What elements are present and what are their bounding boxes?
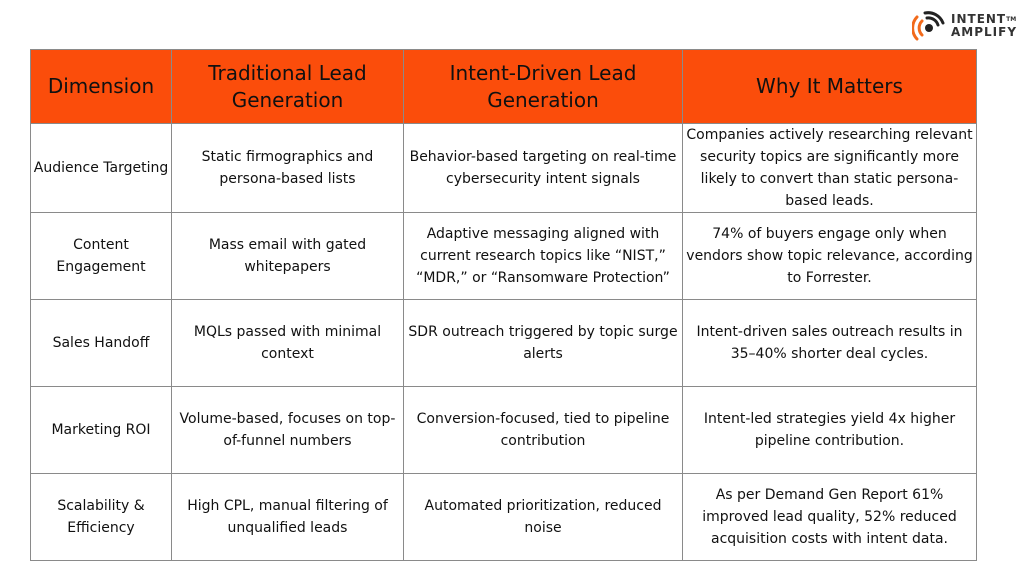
row-traditional-cell: Static firmographics and persona-based lists <box>172 124 404 213</box>
table-row <box>31 213 977 300</box>
table-row <box>31 124 977 213</box>
logo-line-1: INTENT <box>951 12 1007 26</box>
row-dimension-cell: Content Engagement <box>31 213 172 300</box>
logo-trademark: TM <box>1006 16 1017 23</box>
row-dimension-cell: Audience Targeting <box>31 124 172 213</box>
header-traditional: Traditional Lead Generation <box>172 50 404 124</box>
comparison-table <box>30 49 977 561</box>
logo-wordmark <box>951 13 1017 39</box>
row-intent-cell: Conversion-focused, tied to pipeline contribution <box>404 387 683 474</box>
row-traditional-cell: Volume-based, focuses on top-of-funnel numbers <box>172 387 404 474</box>
row-why-cell: 74% of buyers engage only when vendors show topic relevance, according to Forrester. <box>683 213 977 300</box>
table-row <box>31 300 977 387</box>
row-traditional-cell: MQLs passed with minimal context <box>172 300 404 387</box>
header-why-it-matters: Why It Matters <box>683 50 977 124</box>
row-why-cell: Intent-driven sales outreach results in 35–40% shorter deal cycles. <box>683 300 977 387</box>
row-intent-cell: SDR outreach triggered by topic surge alerts <box>404 300 683 387</box>
row-dimension-cell: Scalability & Efficiency <box>31 474 172 561</box>
logo-line-2: AMPLIFY <box>951 25 1018 39</box>
row-why-cell: Companies actively researching relevant security topics are significantly more likely to convert than static persona-based leads. <box>683 124 977 213</box>
row-intent-cell: Adaptive messaging aligned with current research topics like “NIST,” “MDR,” or “Ransomware Protection” <box>404 213 683 300</box>
row-why-cell: As per Demand Gen Report 61% improved lead quality, 52% reduced acquisition costs with intent data. <box>683 474 977 561</box>
row-traditional-cell: High CPL, manual filtering of unqualified leads <box>172 474 404 561</box>
header-row <box>31 50 977 124</box>
table-row <box>31 474 977 561</box>
row-intent-cell: Behavior-based targeting on real-time cybersecurity intent signals <box>404 124 683 213</box>
row-traditional-cell: Mass email with gated whitepapers <box>172 213 404 300</box>
row-why-cell: Intent-led strategies yield 4x higher pipeline contribution. <box>683 387 977 474</box>
table-row <box>31 387 977 474</box>
signal-waves-icon <box>912 9 946 43</box>
row-dimension-cell: Marketing ROI <box>31 387 172 474</box>
row-dimension-cell: Sales Handoff <box>31 300 172 387</box>
header-dimension: Dimension <box>31 50 172 124</box>
intent-amplify-logo <box>912 6 1016 46</box>
header-intent-driven: Intent-Driven Lead Generation <box>404 50 683 124</box>
row-intent-cell: Automated prioritization, reduced noise <box>404 474 683 561</box>
